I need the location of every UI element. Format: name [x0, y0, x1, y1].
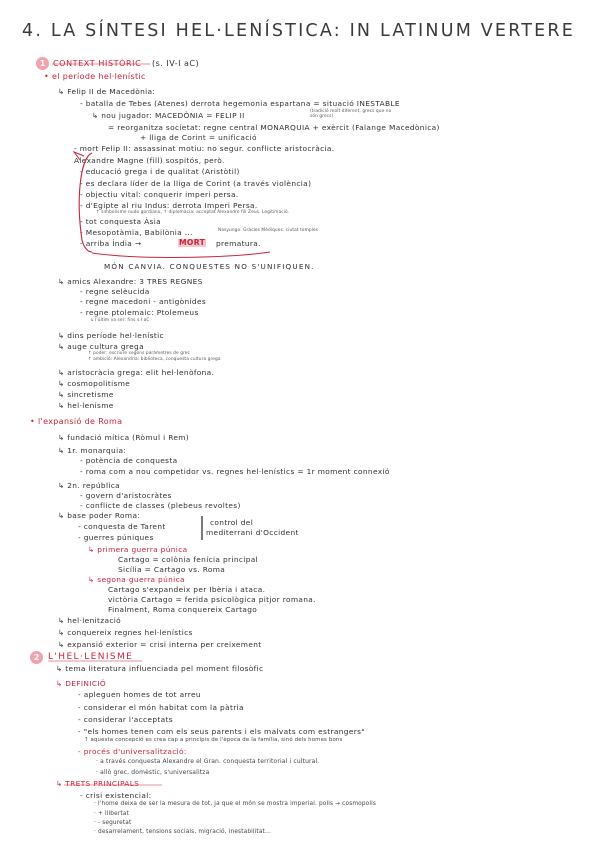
line-segona-2: victòria Cartago = ferida psicològica pitjor romana. — [108, 595, 316, 604]
line-hellenitzacio: ↳ hel·lenització — [58, 616, 122, 625]
section-1-badge: 1 — [36, 57, 49, 70]
line-roma-nou: - roma com a nou competidor vs. regnes hel·lenístics = 1r moment connexió — [80, 467, 390, 476]
line-crisi-3: · - seguretat — [94, 820, 132, 826]
line-amics: ↳ amics Alexandre: 3 TRES REGNES — [58, 277, 203, 286]
line-objectiu: - objectiu vital: conquerir imperi persa. — [80, 190, 239, 199]
line-considerar: - considerar el món habitat com la pàtria — [78, 703, 244, 712]
line-crisi: - crisi existencial: — [80, 791, 152, 800]
line-proces-1: · a través conquesta Alexandre el Gran. conquesta territorial i cultural. — [96, 758, 320, 765]
note-egipte: ↑ simbolisme nudo gordiano, ↑ diplomàcia: acceptat Alexandre fill Zeus. Legitimació. — [96, 210, 290, 215]
line-base: ↳ base poder Roma: — [58, 511, 141, 520]
line-conquesta-asia: - tot conquesta Àsia — [80, 217, 161, 226]
line-fundacio: ↳ fundació mítica (Ròmul i Rem) — [58, 433, 190, 442]
note-noujugador: (tradició molt diferent, grecs que no són grecs) — [310, 109, 392, 119]
bracket-alexandre — [79, 153, 92, 252]
note-homes: ↑ aquesta concepció es crea cap a principis de l'època de la família, sinó dels homes bons — [84, 737, 343, 743]
line-lider: - es declara líder de la lliga de Corint (a través violència) — [80, 179, 312, 188]
line-reorg: = reorganitza societat: regne central MONARQUIA + exèrcit (Falange Macedònica) — [108, 123, 440, 132]
line-govern: - govern d'aristocràtes — [80, 491, 172, 500]
line-conflicte: - conflicte de classes (plebeus revoltes) — [80, 501, 241, 510]
line-felip: ↳ Felip II de Macedònia: — [58, 87, 156, 96]
line-egipte: - d'Egipte al riu Indus: derrota Imperi Persa. — [80, 201, 258, 210]
heading-definicio: ↳ DEFINICIÓ — [56, 679, 107, 688]
heading-expansio: • l'expansió de Roma — [30, 417, 123, 426]
heading-trets: ↳ TRETS PRINCIPALS — [56, 779, 140, 788]
line-regne2: - regne macedoni - antigònides — [80, 297, 207, 306]
line-canvia: MÓN CANVIA. CONQUESTES NO S'UNIFIQUEN. — [104, 262, 315, 271]
line-primera-1: Cartago = colònia fenícia principal — [118, 555, 259, 564]
underline-canvia — [92, 252, 270, 257]
line-auge: ↳ auge cultura grega — [58, 342, 144, 351]
section-1-dates: (s. IV-I aC) — [152, 59, 200, 68]
line-apleguen: - apleguen homes de tot arreu — [78, 690, 201, 699]
section-2-title: L'HEL·LENISME — [48, 652, 134, 662]
line-segona: ↳ segona guerra púnica — [88, 575, 185, 584]
line-alexandre: Alexandre Magne (fill) sospitós, però. — [74, 156, 225, 165]
line-tarent: - conquesta de Tarent — [78, 522, 166, 531]
note-regne3: ↳ l'últim va ser: fins s.I aC — [90, 318, 150, 323]
line-segona-1: Cartago s'expandeix per Ibèria i ataca. — [108, 585, 266, 594]
line-mesopotamia: - Mesopotàmia, Babilònia ... — [80, 228, 193, 237]
line-conquereix: ↳ conquereix regnes hel·lenístics — [58, 628, 193, 637]
line-lliga: + lliga de Corint = unificació — [140, 133, 257, 142]
line-proces-2: · allò grec, domèstic, s'universalitza — [96, 769, 210, 776]
line-monarquia: ↳ 1r. monarquia: — [58, 446, 127, 455]
line-acceptats: - considerar l'acceptats — [78, 715, 173, 724]
line-crisi-2: · + llibertat — [94, 811, 129, 817]
line-mort-felip: - mort Felip II: assassinat motiu: no segur. conflicte aristocràcia. — [74, 144, 335, 153]
line-regne1: - regne selèucida — [80, 287, 150, 296]
section-1-title: CONTEXT HISTÒRIC — [53, 59, 142, 68]
section-2-badge: 2 — [30, 651, 43, 664]
line-educacio: - educació grega i de qualitat (Aristòtil) — [80, 167, 240, 176]
word-mort: MORT — [179, 238, 206, 247]
line-noujugador: ↳ nou jugador: MACEDÒNIA = FELIP II — [92, 111, 245, 120]
line-proces: - procés d'universalització: — [78, 747, 187, 756]
line-aristocracia: ↳ aristocràcia grega: elit hel·lenòfona. — [58, 368, 215, 377]
line-control: control del — [210, 518, 254, 527]
line-hellenisme: ↳ hel·lenisme — [58, 401, 114, 410]
line-dins: ↳ dins període hel·lenístic — [58, 331, 164, 340]
line-cosmopolitisme: ↳ cosmopolitisme — [58, 379, 131, 388]
line-crisi-1: · l'home deixa de ser la mesura de tot, ja que el món se mostra imperial. polis → cosmopolis — [94, 801, 377, 807]
note-auge-1: ↑ poder: escriure segons paràmetres de grec — [88, 351, 191, 356]
line-crisi-4: · desarrelament, tensions socials, migració, inestabilitat... — [94, 829, 271, 835]
note-mesopotamia: Nasyungo. Gràcies Mèdiques. ciutat temples — [218, 228, 319, 233]
line-primera-2: Sicília = Cartago vs. Roma — [118, 565, 226, 574]
note-auge-2: ↑ ambició: Alexandria: biblioteca, conquesta cultura grega — [88, 357, 221, 362]
line-s2-tema: ↳ tema literatura influenciada pel moment filosòfic — [56, 664, 264, 673]
line-sincretisme: ↳ sincretisme — [58, 390, 114, 399]
line-republica: ↳ 2n. república — [58, 481, 121, 490]
arrow-alexandre — [74, 152, 84, 160]
line-guerres: - guerres púniques — [78, 533, 154, 542]
line-homes: - "els homes tenen com els seus parents i els malvats com estrangers" — [78, 727, 366, 736]
heading-periode: • el període hel·lenístic — [44, 72, 146, 81]
line-potencia: - potència de conquesta — [80, 456, 178, 465]
line-regne3: - regne ptolemaic: Ptolemeus — [80, 308, 199, 317]
line-batalla: - batalla de Tebes (Atenes) derrota hegemonia espartana = situació INESTABLE — [80, 99, 400, 108]
line-mediterrani: mediterrani d'Occident — [206, 528, 299, 537]
line-india: - arriba Índia → — [80, 239, 142, 248]
line-exterior: ↳ expansió exterior = crisi interna per creixement — [58, 640, 262, 649]
page-title: 4. LA SÍNTESI HEL·LENÍSTICA: IN LATINUM VERTERE — [22, 21, 576, 41]
line-segona-3: Finalment, Roma conquereix Cartago — [108, 605, 258, 614]
word-prematura: prematura. — [216, 239, 261, 248]
line-primera: ↳ primera guerra púnica — [88, 545, 188, 554]
